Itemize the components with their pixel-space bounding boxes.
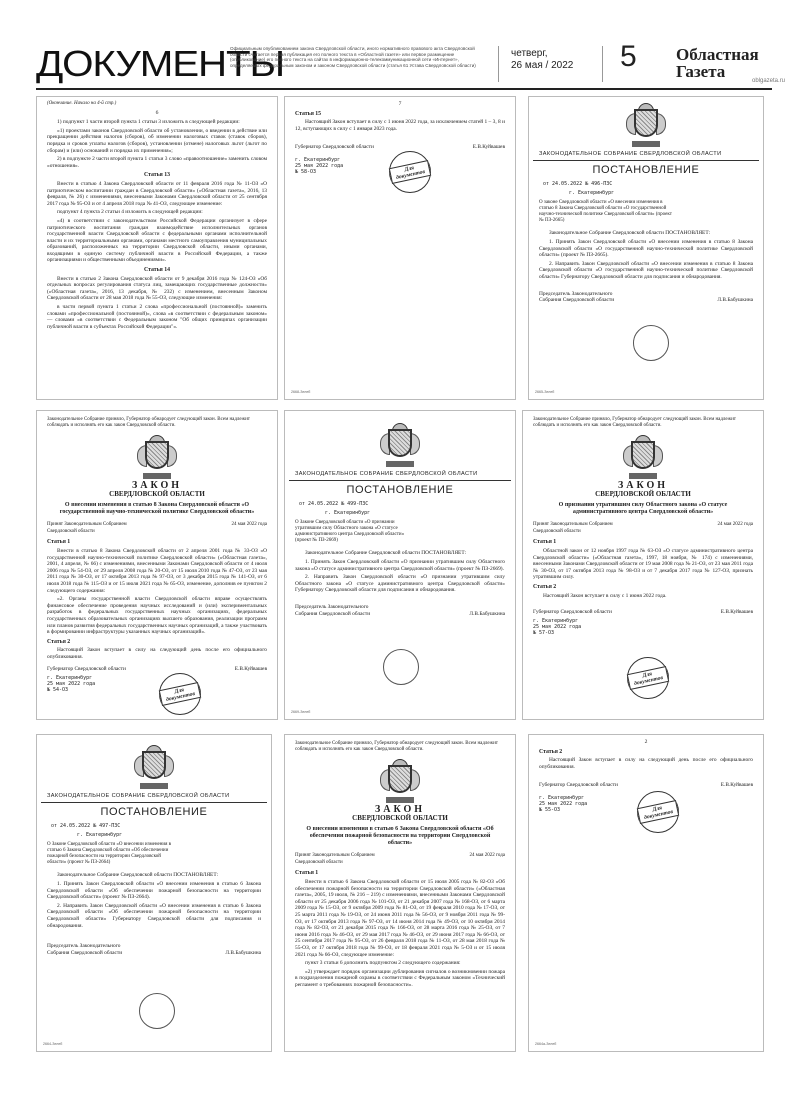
seal-icon xyxy=(139,993,175,1029)
paragraph: Настоящий Закон вступает в силу на следующий день после его официального опубликования. xyxy=(47,647,267,660)
sign-date: 25 мая 2022 года xyxy=(295,162,344,169)
signature-block xyxy=(47,666,267,673)
organization-name: ЗАКОНОДАТЕЛЬНОЕ СОБРАНИЕ СВЕРДЛОВСКОЙ ОБЛАСТИ xyxy=(533,151,759,161)
signature-block xyxy=(539,291,753,304)
article-title: Статья 2 xyxy=(47,638,71,645)
resolution-date-number: от 24.05.2022 № 496-ПЗС xyxy=(543,181,613,188)
paragraph: Настоящий Закон вступает в силу с 1 июня 2022 года, за исключением статей 1 – 3, 8 и 12, вступающих в силу с 1 января 2023 года. xyxy=(295,119,505,132)
law-55-oz-end xyxy=(528,734,764,1052)
law-subtitle: СВЕРДЛОВСКОЙ ОБЛАСТИ xyxy=(595,489,691,498)
resolution-date-number: от 24.05.2022 № 497-ПЗС xyxy=(51,823,121,830)
site-link[interactable]: oblgazeta.ru xyxy=(752,78,786,84)
sign-date: 25 мая 2022 года xyxy=(539,800,588,807)
resolution-497 xyxy=(36,734,272,1052)
footer-code: 2669-Зелеб xyxy=(291,710,311,715)
paragraph: Законодательное Собрание Свердловской области ПОСТАНОВЛЯЕТ: xyxy=(549,230,711,237)
continuation-note: (Окончание. Начало на 4-й стр.) xyxy=(47,101,117,106)
seal-icon xyxy=(633,325,669,361)
paragraph: «2. Органы государственной власти Свердловской области вправе осуществлять финансовое обеспечение проведения научных исследований и (или) экспериментальных разработок в федеральных государственных научных организациях, федеральных государственных образовательных организациях высшего образования, реализации программ или планов развития федеральных государственных научных организаций, а также участвовать в формировании инфраструктуры указанных научных организаций». xyxy=(47,596,267,636)
article-title: Статья 14 xyxy=(143,267,171,274)
law-name: О внесении изменения в статью 8 Закона Свердловской области «О государственной научно-технической политике Свердловской области» xyxy=(59,502,255,516)
paragraph: Внести в статью 8 Закона Свердловской области от 2 апреля 2001 года № 33-ОЗ «О государственной научно-технической политике Свердловской области» («Областная газета», 2001, 4 апреля, № 66) с изменениями, внесенными Законами Свердловской области от 4 июля 2006 года № 54-ОЗ, от 29 апреля 2008 года № 20-ОЗ, от 15 июля 2010 года № 47-ОЗ, от 23 мая 2011 года № 30-ОЗ, от 17 октября 2013 года № 97-ОЗ, от 3 декабря 2015 года № 141-ОЗ, от 6 июля 2018 года № 115-ОЗ и от 15 июля 2021 года № 65-ОЗ, изменение, дополнив ее пунктом 2 следующего содержания: xyxy=(47,547,267,594)
issue-date xyxy=(511,48,573,72)
footer-code: 2668-Зелеб xyxy=(291,390,311,395)
signature-block xyxy=(295,144,505,151)
paragraph: пункт 3 статьи 6 дополнить подпунктом 2 следующего содержания: xyxy=(305,960,461,967)
law-number: № 57-ОЗ xyxy=(533,629,555,636)
paragraph: 1) подпункт 1 части второй пункта 1 статьи 3 изложить в следующей редакции: xyxy=(57,119,240,126)
footer-code: 2665-Зелеб xyxy=(535,390,555,395)
coat-of-arms-icon xyxy=(623,435,663,479)
accepted-label: Принят Законодательным Собранием Свердловской области xyxy=(533,522,613,534)
signature-block xyxy=(47,943,261,956)
issue-weekday: четверг, xyxy=(511,48,548,59)
article-title: Статья 2 xyxy=(539,748,563,755)
publication-note: Официальным опубликованием закона Свердловской области, иного нормативного правового акта Свердловской области считается первая публикация его полного текста в «Областной газете» или первое размещение (опубликование) его полного текста на сайтах в информационно-телекоммуникационной сети «Интернет», определяемых федеральным законом и законом Свердловской области (статья 61 Устава Свердловской области) xyxy=(230,46,476,68)
sign-date: 25 мая 2022 года xyxy=(533,623,582,630)
paragraph: подпункт 4 пункта 2 статьи 4 изложить в следующей редакции: xyxy=(57,209,203,216)
resolution-499 xyxy=(284,410,516,720)
paragraph: Законодательное Собрание Свердловской области ПОСТАНОВЛЯЕТ: xyxy=(305,550,467,557)
article-title: Статья 13 xyxy=(143,172,171,179)
promulgation-intro: Законодательное Собрание приняло, Губернатор обнародует следующий закон. Всем надлежит соблюдать и исполнять его как закон Свердловской области. xyxy=(295,741,498,752)
sign-place-date xyxy=(533,618,753,636)
article-title: Статья 15 xyxy=(295,110,322,117)
seal-stamp: Для документов xyxy=(637,791,679,833)
paragraph: Настоящий Закон вступает в силу на следующий день после его официального опубликования. xyxy=(539,757,753,770)
law-number: № 58-ОЗ xyxy=(295,168,317,175)
coat-of-arms-icon xyxy=(380,423,420,467)
governor-name: Е.В.Куйвашев xyxy=(234,666,267,673)
law-name: О внесении изменения в статью 6 Закона Свердловской области «Об обеспечении пожарной безопасности на территории Свердловской области» xyxy=(306,826,494,847)
newspaper-brand xyxy=(676,46,759,80)
law-number: № 54-ОЗ xyxy=(47,687,69,694)
sign-place-date xyxy=(47,675,267,693)
resolution-title: ПОСТАНОВЛЕНИЕ xyxy=(592,163,700,176)
article-title: Статья 1 xyxy=(47,539,71,546)
law-subtitle: СВЕРДЛОВСКОЙ ОБЛАСТИ xyxy=(109,489,205,498)
resolution-title: ПОСТАНОВЛЕНИЕ xyxy=(100,805,208,818)
paragraph: 2) в подпункте 2 части второй пункта 1 статьи 3 слово «правоотношение» заменить словом «отношения». xyxy=(47,156,267,169)
resolution-subject: О законе Свердловской области «О внесении изменения в статью 8 Закона Свердловской области «О государственной научно-технической политике Свердловской области» (проект № ПЗ-2665) xyxy=(539,200,672,224)
coat-of-arms-icon xyxy=(134,745,174,789)
paragraph: «4) в соответствии с законодательством Российской Федерации организует в сфере патриотического воспитания граждан взаимодействие исполнительных органов государственной власти Свердловской области с федеральными органами исполнительной власти и их территориальными органами, органами местного самоуправления муниципальных образований, расположенных на территории Свердловской области, иными органами, входящими в единую систему публичной власти в Российской Федерации, а также организациями и общественными объединениями». xyxy=(47,217,267,264)
chair-label: Председатель Законодательного Собрания Свердловской области xyxy=(47,943,123,956)
city: г. Екатеринбург xyxy=(47,675,93,682)
chair-name: Л.В.Бабушкина xyxy=(225,949,261,956)
masthead-divider xyxy=(498,46,499,82)
paragraph: 1. Принять Закон Свердловской области «О внесении изменения в статью 8 Закона Свердловской области «О государственной научно-технической политике Свердловской области» (проект № ПЗ-2665). xyxy=(539,238,753,259)
paragraph: 2. Направить Закон Свердловской области «О признании утратившим силу Областного закона «О статусе административного центра Свердловской области» Губернатору Свердловской области для подписания и обнародования. xyxy=(295,574,505,594)
law-number: № 55-ОЗ xyxy=(539,806,561,813)
seal-stamp: Для документов xyxy=(627,657,669,699)
section-title: ДОКУМЕНТЫ xyxy=(36,43,285,84)
sign-date: 25 мая 2022 года xyxy=(47,681,96,688)
accepted-label: Принят Законодательным Собранием Свердловской области xyxy=(47,522,127,534)
page-num: 7 xyxy=(398,101,402,107)
article-title: Статья 1 xyxy=(533,539,557,546)
signature-block xyxy=(539,782,753,789)
resolution-496 xyxy=(528,96,764,400)
city: г. Екатеринбург xyxy=(325,509,371,516)
paragraph: в части первой пункта 1 статьи 2 слова «профессиональной (постоянной)» заменить словами «профессиональной (постоянной)», слова «в соответствии с федеральным законом» — словами «в соответствии с Федеральным законом "Об общих принципах организации публичной власти в субъектах Российской Федерации"». xyxy=(47,304,267,330)
promulgation-intro: Законодательное Собрание приняло, Губернатор обнародует следующий закон. Всем надлежит соблюдать и исполнять его как закон Свердловской области. xyxy=(47,417,250,428)
chair-label: Председатель Законодательного Собрания Свердловской области xyxy=(539,290,615,304)
paragraph: Внести в статью 2 Закона Свердловской области от 9 декабря 2016 года № 124-ОЗ «Об отдельных вопросах регулирования статуса лиц, замещающих государственные должности» («Областная газета», 2016, 13 декабря, № 232) с изменением, внесенным Законом Свердловской области от 28 мая 2018 года № 55-ОЗ, следующие изменения: xyxy=(47,275,267,302)
paragraph: Внести в статью 6 Закона Свердловской области от 15 июля 2005 года № 82-ОЗ «Об обеспечении пожарной безопасности на территории Свердловской области» («Областная газета», 2005, 19 июля, № 216 – 219) с изменениями, внесенными Законами Свердловской области от 25 декабря 2006 года № 101-ОЗ, от 21 декабря 2007 года № 168-ОЗ, от 6 марта 2009 года № 15-ОЗ, от 9 октября 2009 года № 81-ОЗ, от 19 февраля 2010 года № 17-ОЗ, от 25 марта 2011 года № 19-ОЗ, от 24 июня 2011 года № 56-ОЗ, от 9 ноября 2011 года № 99-ОЗ, от 17 октября 2013 года № 97-ОЗ, от 14 июня 2014 года № 49-ОЗ, от 10 октября 2014 года № 82-ОЗ, от 21 декабря 2015 года № 166-ОЗ, от 28 марта 2016 года № 25-ОЗ, от 7 июня 2016 года № 46-ОЗ, от 29 мая 2017 года № 46-ОЗ, от 29 июня 2017 года № 66-ОЗ, от 25 сентября 2017 года № 95-ОЗ, от 26 февраля 2018 года № 11-ОЗ, от 28 мая 2018 года № 55-ОЗ, от 17 октября 2018 года № 99-ОЗ, от 18 февраля 2021 года № 5-ОЗ и от 15 июля 2021 года № 66-ОЗ, следующее изменение: xyxy=(295,878,505,958)
chair-label: Председатель Законодательного Собрания Свердловской области xyxy=(295,603,371,617)
resolution-subject: О Законе Свердловской области «О признании утратившим силу Областного закона «О статусе административного центра Свердловской области» (проект № ПЗ-2669) xyxy=(295,520,405,544)
paragraph: Внести в статью 4 Закона Свердловской области от 11 февраля 2016 года № 11-ОЗ «О патриотическом воспитании граждан в Свердловской области» («Областная газета», 2016, 13 февраля, № 26) с изменениями, внесенными Законами Свердловской области от 25 сентября 2017 года № 95-ОЗ и от 4 апреля 2018 года № 41-ОЗ, следующее изменение: xyxy=(47,180,267,207)
masthead-rule xyxy=(36,88,772,90)
coat-of-arms-icon xyxy=(137,435,177,479)
footer-code: 2664-Зелеб xyxy=(43,1042,63,1047)
accepted-line xyxy=(533,522,753,535)
law-fire-safety xyxy=(284,734,516,1052)
issue-date-text: 26 мая / 2022 xyxy=(511,60,574,71)
accepted-label: Принят Законодательным Собранием Свердловской области xyxy=(295,853,375,865)
brand-line-2: Газета xyxy=(676,62,726,81)
city: г. Екатеринбург xyxy=(539,794,585,801)
chair-name: Л.В.Бабушкина xyxy=(469,610,505,617)
paragraph: Законодательное Собрание Свердловской области ПОСТАНОВЛЯЕТ: xyxy=(57,872,219,879)
organization-name: ЗАКОНОДАТЕЛЬНОЕ СОБРАНИЕ СВЕРДЛОВСКОЙ ОБЛАСТИ xyxy=(289,471,511,481)
law-subtitle: СВЕРДЛОВСКОЙ ОБЛАСТИ xyxy=(352,813,448,822)
paragraph: «2) утверждает порядок организации дублирования сигналов о возникновении пожара в подразделения пожарной охраны в соответствии с Федеральным законом «Технический регламент о требованиях пожарной безопасности». xyxy=(295,968,505,988)
seal-stamp: Для документов xyxy=(159,673,201,715)
signature-block xyxy=(295,604,505,617)
city: г. Екатеринбург xyxy=(295,156,341,163)
paragraph: 1. Принять Закон Свердловской области «О внесении изменения в статью 6 Закона Свердловской области «Об обеспечении пожарной безопасности на территории Свердловской области» (проект № ПЗ-2664). xyxy=(47,880,261,901)
masthead xyxy=(36,40,786,86)
masthead-divider xyxy=(602,46,603,82)
signature-block xyxy=(533,609,753,616)
seal-icon xyxy=(383,649,419,685)
document-page-6 xyxy=(36,96,278,400)
governor-label: Губернатор Свердловской области xyxy=(539,782,618,789)
footer-code: 2664а-Зелеб xyxy=(535,1042,557,1047)
governor-name: Е.В.Куйвашев xyxy=(472,144,505,151)
paragraph: 1. Принять Закон Свердловской области «О признании утратившим силу Областного закона «О статусе административного центра Свердловской области» (проект № ПЗ-2669). xyxy=(295,558,505,572)
article-title: Статья 1 xyxy=(295,870,319,877)
law-57-oz xyxy=(522,410,764,720)
paragraph: Настоящий Закон вступает в силу с 1 июня 2022 года. xyxy=(543,592,667,599)
paragraph: 2. Направить Закон Свердловской области «О внесении изменения в статью 6 Закона Свердловской области «Об обеспечении пожарной безопасности на территории Свердловской области» Губернатору Свердловской области для подписания и обнародования. xyxy=(47,902,261,929)
governor-name: Е.В.Куйвашев xyxy=(720,609,753,616)
law-54-oz xyxy=(36,410,278,720)
document-page-7 xyxy=(284,96,516,400)
accepted-date: 24 мая 2022 года xyxy=(717,522,753,528)
accepted-date: 24 мая 2022 года xyxy=(231,522,267,528)
page-num: 6 xyxy=(155,109,159,116)
page-number: 5 xyxy=(620,40,637,73)
resolution-subject: О Законе Свердловской области «О внесении изменения в статью 6 Закона Свердловской области «Об обеспечении пожарной безопасности на территории Свердловской области» (проект № ПЗ-2664) xyxy=(47,842,172,866)
resolution-date-number: от 24.05.2022 № 499-ПЗС xyxy=(299,501,369,508)
paragraph: «1) проектами законов Свердловской области об установлении, о введении в действие или прекращении действия налогов (сборов), об изменении налоговых ставок (ставок сборов), порядка и сроков уплаты налогов (сборов), установлении (отмене) налоговых льгот (льгот по сборам) и (или) оснований и порядка их применения»; xyxy=(47,127,267,154)
accepted-line xyxy=(295,853,505,866)
coat-of-arms-icon xyxy=(380,759,420,803)
paragraph: Областной закон от 12 ноября 1997 года № 63-ОЗ «О статусе административного центра Свердловской области» («Областная газета», 1997, 18 ноября, № 174) с изменениями, внесенными Законами Свердловской области от 19 мая 2008 года № 21-ОЗ, от 23 мая 2011 года № 30-ОЗ, от 17 октября 2013 года № 98-ОЗ и от 7 декабря 2017 года № 127-ОЗ, признать утратившим силу. xyxy=(533,547,753,581)
law-title: ЗАКОН xyxy=(374,804,426,815)
seal-stamp: Для документов xyxy=(389,151,431,193)
law-title: ЗАКОН xyxy=(131,480,183,491)
chair-name: Л.В.Бабушкина xyxy=(717,297,753,304)
page-num: 2 xyxy=(644,739,648,745)
city: г. Екатеринбург xyxy=(533,617,579,624)
accepted-date: 24 мая 2022 года xyxy=(469,853,505,859)
paragraph: 2. Направить Закон Свердловской области «О внесении изменения в статью 8 Закона Свердловской области «О государственной научно-технической политике Свердловской области» Губернатору Свердловской области для подписания и обнародования. xyxy=(539,260,753,280)
governor-label: Губернатор Свердловской области xyxy=(295,144,374,151)
city: г. Екатеринбург xyxy=(569,189,615,196)
city: г. Екатеринбург xyxy=(77,831,123,838)
resolution-title: ПОСТАНОВЛЕНИЕ xyxy=(346,483,454,496)
article-title: Статья 2 xyxy=(533,583,557,590)
law-name: О признании утратившим силу Областного закона «О статусе административного центра Свердловской области» xyxy=(558,502,728,516)
brand-line-1: Областная xyxy=(676,45,759,64)
governor-label: Губернатор Свердловской области xyxy=(533,609,612,616)
coat-of-arms-icon xyxy=(626,103,666,147)
promulgation-intro: Законодательное Собрание приняло, Губернатор обнародует следующий закон. Всем надлежит соблюдать и исполнять его как закон Свердловской области. xyxy=(533,417,736,428)
governor-label: Губернатор Свердловской области xyxy=(47,666,126,673)
governor-name: Е.В.Куйвашев xyxy=(720,782,753,789)
accepted-line xyxy=(47,522,267,535)
organization-name: ЗАКОНОДАТЕЛЬНОЕ СОБРАНИЕ СВЕРДЛОВСКОЙ ОБЛАСТИ xyxy=(41,793,267,803)
law-title: ЗАКОН xyxy=(617,480,669,491)
